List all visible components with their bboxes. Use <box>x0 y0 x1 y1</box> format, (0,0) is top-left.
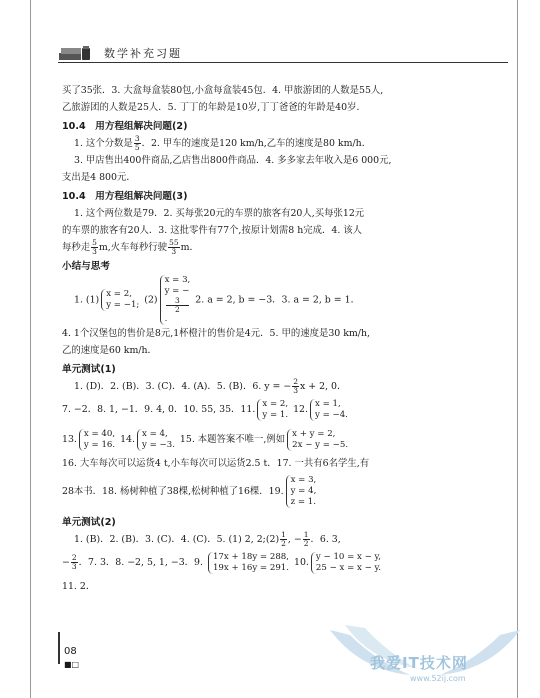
text-line: 每秒走 $\frac{5}{3}$ m,火车每秒行驶 $\frac{55}{3}$ m． <box>62 238 199 256</box>
equation-system: 17x + 18y = 288, 19x + 16y = 291. <box>208 552 289 574</box>
header-title: 数学补充习题 <box>104 47 182 60</box>
text-line: 1. (B)．2. (B)．3. (C)．4. (C)．5. (1) 2, 2;(2) $\frac{1}{2}$ , − $\frac{1}{2}$ ．6. 3, <box>74 530 341 548</box>
fraction: $\frac{2}{3}$ <box>293 377 298 395</box>
fraction: $\frac{3}{5}$ <box>134 134 140 152</box>
text-line: 3. 甲店售出400件商品,乙店售出800件商品．4. 多多家去年收入是6 000元, <box>74 155 392 166</box>
section-heading: 小结与思考 <box>62 261 110 272</box>
fraction: $\frac{5}{3}$ <box>92 238 97 256</box>
fraction: $\frac{55}{3}$ <box>169 238 179 256</box>
footer-squares-icon: ■□ <box>64 660 80 669</box>
equation-system: x = 40, y = 16. <box>79 429 115 451</box>
text-line: 支出是4 800元． <box>62 172 136 183</box>
text-line: 1. (1) x = 2, y = −1; (2) x = 3, y = − 3 2 . 2. a = 2, b = −3．3. a = 2, b = 1． <box>74 275 360 324</box>
text-line: − $\frac{2}{3}$ ．7. 3．8. −2, 5, 1, −3．9. 17x + 18y = 288, 19x + 16y = 291. 10. y − 10 = x − y, 25 − x = x − y. <box>62 551 381 573</box>
text-line: 1. (D)．2. (B)．3. (C)．4. (A)．5. (B)．6. y = − $\frac{2}{3}$ x + 2, 0． <box>74 377 347 395</box>
equation-system: x = 2, y = 1. <box>257 399 288 421</box>
text-line: 的车票的旅客有20人．3. 这批零件有77个,按原计划需8 h完成．4. 该人 <box>62 225 363 236</box>
equation-system: x = 4, y = −3. <box>137 429 175 451</box>
watermark-text: 我爱IT技术网 <box>370 654 468 672</box>
equation-system: x = 1, y = −4. <box>310 399 348 421</box>
footer-bar <box>58 632 60 664</box>
page-number: 08 <box>64 646 77 657</box>
text-line: 4. 1个汉堡包的售价是8元,1杯橙汁的售价是4元．5. 甲的速度是30 km/h, <box>62 328 370 339</box>
section-heading: 10.4 用方程组解决问题(3) <box>62 191 188 202</box>
text-line: 16. 大车每次可以运货4 t,小车每次可以运货2.5 t．17. 一共有6名学生,有 <box>62 458 370 469</box>
text-line: 13. x = 40, y = 16. 14. x = 4, y = −3. 15. 本题答案不唯一,例如 x + y = 2, 2x − y = −5. <box>62 428 349 450</box>
equation-system: x + y = 2, 2x − y = −5. <box>287 429 348 451</box>
section-heading: 单元测试(2) <box>62 517 116 528</box>
books-icon <box>58 44 92 62</box>
text-line: 乙旅游团的人数是25人．5. 丁丁的年龄是10岁,丁丁爸爸的年龄是40岁． <box>62 102 366 113</box>
text-line: 11. 2． <box>62 581 96 592</box>
watermark-url: www.52ij.com <box>410 674 466 683</box>
equation-system: x = 3, y = 4, z = 1. <box>286 475 317 508</box>
equation-system: x = 3, y = − 3 2 . <box>160 275 191 325</box>
answer-content <box>62 82 502 595</box>
text-line: 7. −2．8. 1, −1．9. 4, 0．10. 55, 35．11. x = 2, y = 1. 12. x = 1, y = −4. <box>62 398 348 420</box>
header-rule <box>58 62 508 63</box>
equation-system: y − 10 = x − y, 25 − x = x − y. <box>311 552 381 574</box>
fraction: $\frac{1}{2}$ <box>281 530 286 548</box>
text-line: 乙的速度是60 km/h． <box>62 345 157 356</box>
section-heading: 单元测试(1) <box>62 364 116 375</box>
fraction: $\frac{1}{2}$ <box>303 530 309 548</box>
page-header <box>58 36 508 66</box>
text-line: 1. 这个两位数是79．2. 买每张20元的车票的旅客有20人,买每张12元 <box>74 208 365 219</box>
text-line: 1. 这个分数是 $\frac{3}{5}$ ．2. 甲车的速度是120 km/h,乙车的速度是80 km/h． <box>74 134 372 152</box>
section-heading: 10.4 用方程组解决问题(2) <box>62 121 188 132</box>
equation-system: x = 2, y = −1; <box>101 289 139 311</box>
text-line: 28本书．18. 杨树种植了38棵,松树种植了16棵．19. x = 3, y = 4, z = 1. <box>62 475 317 507</box>
fraction: $\frac{2}{3}$ <box>71 553 77 571</box>
text-line: 买了35张．3. 大盒每盒装80包,小盒每盒装45包．4. 甲旅游团的人数是55人, <box>62 85 384 96</box>
